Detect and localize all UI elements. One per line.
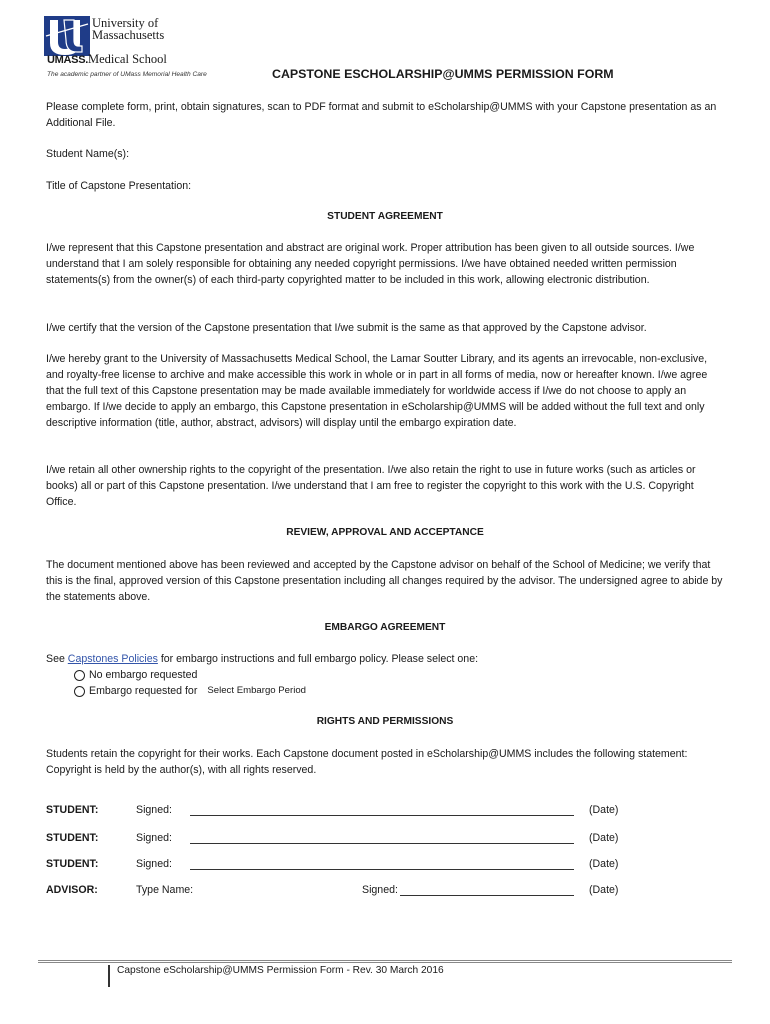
advisor-type-name-label: Type Name: (136, 884, 194, 896)
embargo-after-link-text: for embargo instructions and full embargo policy. Please select one: (157, 653, 479, 665)
capstones-policies-link[interactable]: Capstones Policies (67, 653, 158, 665)
signature-line-advisor[interactable] (400, 895, 574, 896)
logo-line-school (47, 53, 167, 66)
signature-label: Signed: (136, 804, 172, 816)
signature-line-student-3[interactable] (190, 869, 574, 870)
signature-role: STUDENT: (46, 832, 99, 844)
signature-row-advisor (46, 882, 736, 898)
footer-text: Capstone eScholarship@UMMS Permission Form - Rev. 30 March 2016 (117, 965, 444, 976)
no-embargo-radio[interactable] (74, 670, 85, 681)
logo-medical-school: Medical School (87, 52, 167, 66)
logo-wordmark (92, 17, 164, 41)
embargo-requested-label: Embargo requested for (89, 685, 198, 697)
student-agreement-p2: I/we certify that the version of the Capstone presentation that I/we submit is the same as that approved by the Capstone advisor. (46, 322, 647, 334)
no-embargo-label: No embargo requested (89, 669, 198, 681)
student-agreement-heading: STUDENT AGREEMENT (327, 211, 443, 222)
student-agreement-p1: I/we represent that this Capstone presentation and abstract are original work. Proper attribution has been given to all outside sources. I/we understand that I am solely responsible for obtaining any needed copyright permissions. I/we have obtained needed written permission statements(s) from the owner(s) of each third-party copyrighted matter to be included in this work, allowing electronic distribution. (46, 242, 695, 286)
signature-label: Signed: (136, 832, 172, 844)
instructions-text: Please complete form, print, obtain signatures, scan to PDF format and submit to eScholarship@UMMS with your Capstone presentation as an Additional File. (46, 101, 717, 129)
embargo-see-text: See (46, 653, 68, 665)
embargo-instructions (46, 651, 726, 667)
signature-date: (Date) (589, 858, 619, 870)
signature-line-student-1[interactable] (190, 815, 574, 816)
page-title: CAPSTONE ESCHOLARSHIP@UMMS PERMISSION FORM (272, 67, 614, 81)
student-agreement-p4: I/we retain all other ownership rights to the copyright of the presentation. I/we also retain the right to use in future works (such as articles or books) all or part of this Capstone presentation. I/we understand that I am free to register the copyright to this work with the U.S. Copyright Office. (46, 464, 696, 508)
rights-heading: RIGHTS AND PERMISSIONS (316, 716, 454, 727)
embargo-heading: EMBARGO AGREEMENT (324, 622, 446, 633)
advisor-signed-label: Signed: (362, 884, 398, 896)
footer-bar (108, 965, 110, 987)
rights-text: Students retain the copyright for their works. Each Capstone document posted in eScholarship@UMMS includes the following statement: Copyright is held by the author(s), with all rights reserved. (46, 748, 688, 776)
umass-logo-icon (44, 16, 90, 56)
signature-role: STUDENT: (46, 858, 99, 870)
signature-label: Signed: (136, 858, 172, 870)
logo-line-massachusetts: Massachusetts (92, 28, 165, 42)
signature-role: STUDENT: (46, 804, 99, 816)
presentation-title-label: Title of Capstone Presentation: (46, 180, 192, 192)
no-embargo-option[interactable] (74, 667, 197, 683)
logo-tagline: The academic partner of UMass Memorial Health Care (47, 71, 207, 78)
student-names-label: Student Name(s): (46, 148, 130, 160)
logo-umass: UMASS. (47, 54, 88, 66)
student-agreement-p3: I/we hereby grant to the University of Massachusetts Medical School, the Lamar Soutter Library, and its agents an irrevocable, non-exclusive, and royalty-free license to archive and make accessible this work in whole or in part in all forms of media, now or hereafter known. I/we agree that the full text of this Capstone presentation may be made available immediately for worldwide access if I/we do not choose to apply an embargo. If I/we decide to apply an embargo, this Capstone presentation in eScholarship@UMMS will be added without the full text and only descriptive information (title, author, abstract, advisors) will display until the embargo expiration date. (46, 353, 708, 429)
embargo-period-select[interactable]: Select Embargo Period (207, 685, 307, 696)
signature-date: (Date) (589, 832, 619, 844)
review-text: The document mentioned above has been reviewed and accepted by the Capstone advisor on behalf of the School of Medicine; we verify that this is the final, approved version of this Capstone presentation including all changes required by the advisor. The undersigned agree to abide by the statements above. (46, 559, 723, 603)
review-heading: REVIEW, APPROVAL AND ACCEPTANCE (286, 527, 484, 538)
embargo-requested-option[interactable] (74, 683, 306, 699)
logo-line-university: University of (92, 16, 159, 30)
signature-row-student-1 (46, 802, 736, 818)
embargo-requested-radio[interactable] (74, 686, 85, 697)
signature-line-student-2[interactable] (190, 843, 574, 844)
signature-date: (Date) (589, 884, 619, 896)
signature-row-student-3 (46, 856, 736, 872)
signature-role: ADVISOR: (46, 884, 98, 896)
signature-row-student-2 (46, 830, 736, 846)
signature-date: (Date) (589, 804, 619, 816)
